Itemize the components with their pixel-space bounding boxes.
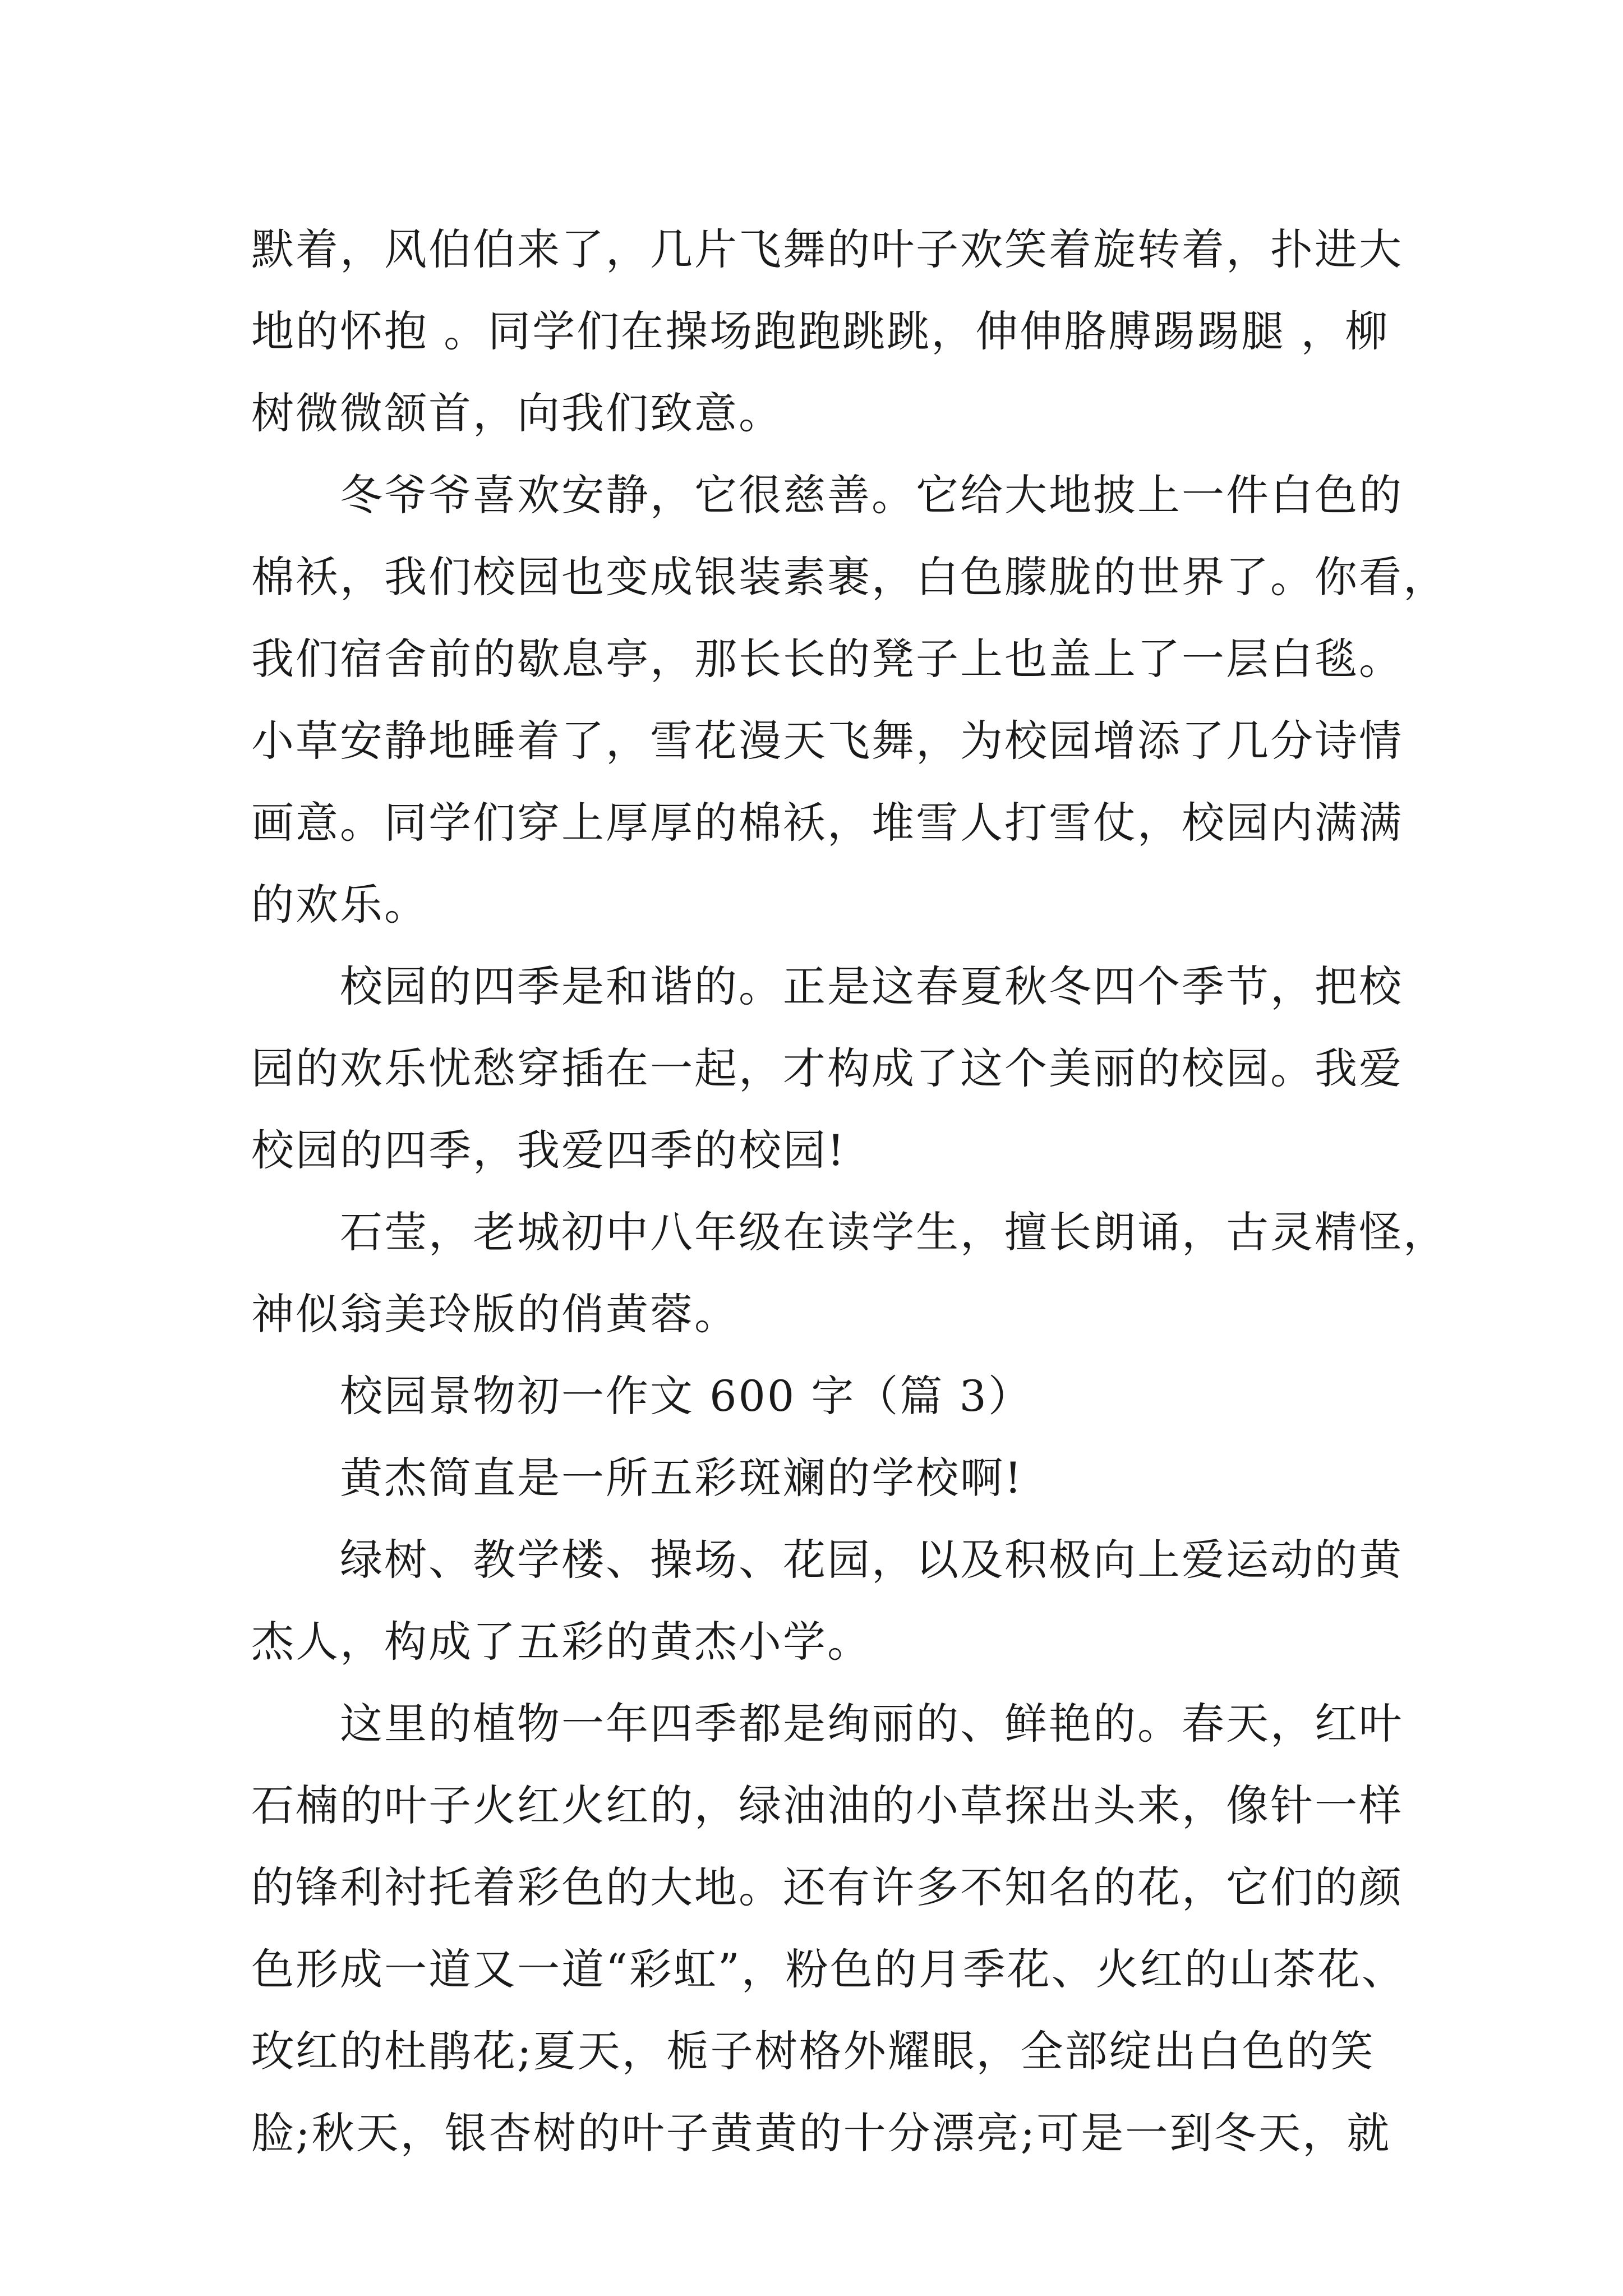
text-line: 的欢乐。 (251, 880, 428, 930)
text-line: 地的怀抱 。同学们在操场跑跑跳跳，伸伸胳膊踢踢腿 ，柳 (251, 306, 1390, 356)
paragraph-first-line: 石莹，老城初中八年级在读学生，擅长朗诵，古灵精怪， (340, 1207, 1447, 1257)
text-line: 我们宿舍前的歇息亭，那长长的凳子上也盖上了一层白毯。 (251, 634, 1403, 684)
text-line: 脸;秋天，银杏树的叶子黄黄的十分漂亮;可是一到冬天，就 (251, 2108, 1391, 2158)
text-line: 默着，风伯伯来了，几片飞舞的叶子欢笑着旋转着，扑进大 (251, 224, 1403, 274)
text-line: 小草安静地睡着了，雪花漫天飞舞，为校园增添了几分诗情 (251, 716, 1403, 766)
text-line: 棉袄，我们校园也变成银装素裹，白色朦胧的世界了。你看， (251, 552, 1447, 602)
text-line: 园的欢乐忧愁穿插在一起，才构成了这个美丽的校园。我爱 (251, 1043, 1403, 1093)
document-body (251, 209, 1447, 2174)
section-heading: 校园景物初一作文 600 字（篇 3） (340, 1371, 1032, 1421)
text-line: 画意。同学们穿上厚厚的棉袄，堆雪人打雪仗，校园内满满 (251, 798, 1403, 848)
text-line: 树微微颔首，向我们致意。 (251, 388, 783, 438)
text-line: 的锋利衬托着彩色的大地。还有许多不知名的花，它们的颜 (251, 1862, 1403, 1912)
paragraph-first-line: 这里的植物一年四季都是绚丽的、鲜艳的。春天，红叶 (340, 1699, 1403, 1749)
paragraph-first-line: 绿树、教学楼、操场、花园，以及积极向上爱运动的黄 (340, 1535, 1403, 1585)
text-line: 杰人，构成了五彩的黄杰小学。 (251, 1617, 872, 1667)
text-line: 神似翁美玲版的俏黄蓉。 (251, 1289, 739, 1339)
paragraph-first-line: 黄杰简直是一所五彩斑斓的学校啊! (340, 1453, 1023, 1503)
text-line: 玫红的杜鹃花;夏天，栀子树格外耀眼，全部绽出白色的笑 (251, 2026, 1375, 2076)
text-line: 色形成一道又一道“彩虹”，粉色的月季花、火红的山茶花、 (251, 1944, 1406, 1994)
text-line: 石楠的叶子火红火红的，绿油油的小草探出头来，像针一样 (251, 1780, 1403, 1830)
paragraph-first-line: 校园的四季是和谐的。正是这春夏秋冬四个季节，把校 (340, 961, 1403, 1011)
text-line: 校园的四季，我爱四季的校园! (251, 1125, 846, 1175)
paragraph-first-line: 冬爷爷喜欢安静，它很慈善。它给大地披上一件白色的 (340, 470, 1403, 520)
